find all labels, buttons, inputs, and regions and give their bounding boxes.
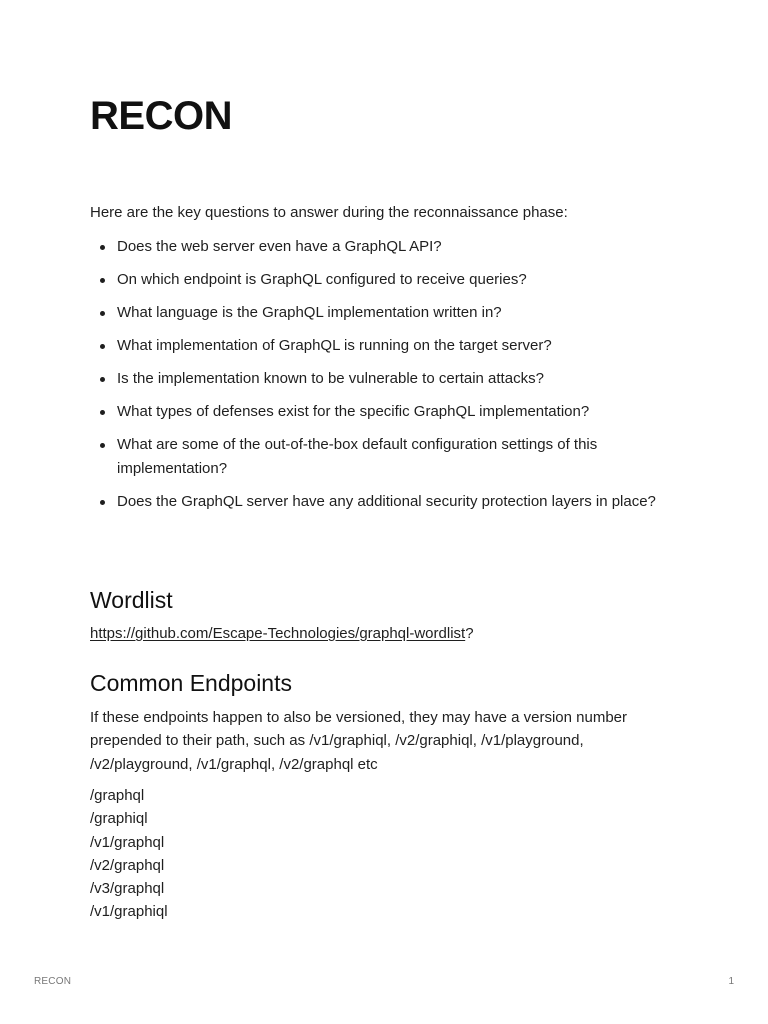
endpoint-item: /v3/graphql: [90, 880, 165, 898]
endpoint-list: [90, 784, 168, 924]
endpoint-item: /v1/graphql: [90, 833, 165, 851]
questions-list: [90, 235, 697, 523]
list-item: Does the GraphQL server have any additional security protection layers in place?: [117, 490, 697, 514]
endpoint-item: /v1/graphiql: [90, 903, 168, 921]
list-item: Is the implementation known to be vulnerable to certain attacks?: [117, 367, 697, 391]
endpoints-description: If these endpoints happen to also be versioned, they may have a version number prepended to their path, such as /v1/graphiql, /v2/graphiql, /v1/playground, /v2/playground, /v1/graphql, /v2/graphql etc: [90, 709, 628, 773]
list-item: What language is the GraphQL implementation written in?: [117, 301, 697, 325]
footer-title: RECON: [34, 976, 72, 987]
wordlist-suffix: ?: [465, 625, 474, 642]
endpoint-item: /graphql: [90, 787, 145, 804]
wordlist-heading: Wordlist: [90, 587, 173, 613]
list-item: On which endpoint is GraphQL configured to receive queries?: [117, 268, 697, 292]
list-item: What implementation of GraphQL is running on the target server?: [117, 334, 697, 358]
common-endpoints-heading: Common Endpoints: [90, 670, 292, 696]
list-item: What types of defenses exist for the specific GraphQL implementation?: [117, 400, 697, 424]
wordlist-link[interactable]: https://github.com/Escape-Technologies/graphql-wordlist: [90, 625, 466, 642]
list-item: Does the web server even have a GraphQL API?: [117, 235, 697, 259]
list-item: What are some of the out-of-the-box default configuration settings of this implementation?: [117, 433, 697, 480]
page-title: RECON: [90, 94, 232, 138]
page-number: 1: [728, 976, 734, 987]
intro-paragraph: Here are the key questions to answer during the reconnaissance phase:: [90, 204, 568, 221]
wordlist-line: [90, 624, 474, 644]
endpoint-item: /v2/graphql: [90, 856, 165, 874]
endpoint-item: /graphiql: [90, 810, 148, 828]
